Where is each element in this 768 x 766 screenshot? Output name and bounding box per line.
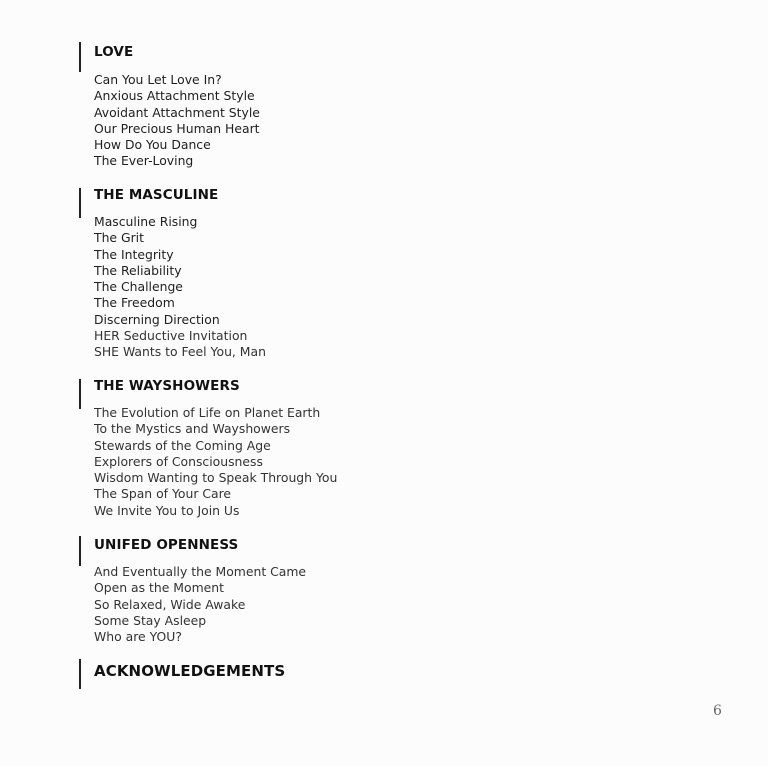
section-bar [79, 379, 81, 409]
section-bar [79, 188, 81, 218]
toc-entry[interactable]: Discerning Direction [94, 311, 220, 327]
section-item-list [94, 214, 266, 361]
section-heading: UNIFED OPENNESS [94, 537, 239, 553]
section-item-list [94, 405, 337, 519]
toc-entry[interactable]: The Ever-Loving [94, 153, 194, 169]
section-bar [79, 659, 81, 689]
section-bar [79, 536, 81, 566]
toc-entry[interactable]: To the Mystics and Wayshowers [94, 421, 291, 437]
section-heading[interactable]: ACKNOWLEDGEMENTS [94, 662, 286, 680]
toc-entry[interactable]: The Freedom [94, 295, 175, 311]
section-item-list [94, 72, 260, 170]
toc-entry[interactable]: We Invite You to Join Us [94, 502, 240, 518]
toc-entry[interactable]: Avoidant Attachment Style [94, 104, 260, 120]
toc-entry[interactable]: Explorers of Consciousness [94, 453, 263, 469]
section-heading: THE MASCULINE [94, 187, 219, 203]
toc-entry[interactable]: Open as the Moment [94, 580, 224, 596]
toc-entry[interactable]: Some Stay Asleep [94, 612, 207, 628]
toc-entry[interactable]: Anxious Attachment Style [94, 88, 255, 104]
page-number: 6 [713, 703, 722, 719]
toc-entry[interactable]: Stewards of the Coming Age [94, 437, 271, 453]
toc-entry[interactable]: The Reliability [94, 262, 182, 278]
toc-entry[interactable]: Can You Let Love In? [94, 72, 222, 87]
toc-entry[interactable]: The Grit [94, 230, 144, 246]
toc-entry[interactable]: SHE Wants to Feel You, Man [94, 344, 266, 360]
toc-entry[interactable]: Wisdom Wanting to Speak Through You [94, 470, 338, 486]
section-heading: THE WAYSHOWERS [94, 378, 240, 394]
toc-entry[interactable]: The Evolution of Life on Planet Earth [94, 405, 321, 420]
toc-entry[interactable]: Our Precious Human Heart [94, 120, 260, 136]
toc-entry[interactable]: HER Seductive Invitation [94, 328, 248, 344]
toc-entry[interactable]: The Span of Your Care [94, 486, 232, 502]
toc-entry[interactable]: Masculine Rising [94, 214, 198, 229]
section-heading: LOVE [94, 44, 134, 60]
toc-entry[interactable]: How Do You Dance [94, 137, 211, 153]
toc-entry[interactable]: So Relaxed, Wide Awake [94, 596, 246, 612]
toc-entry[interactable]: Who are YOU? [94, 629, 182, 645]
toc-entry[interactable]: The Challenge [94, 279, 183, 295]
toc-entry[interactable]: The Integrity [94, 246, 174, 262]
section-item-list [94, 564, 306, 645]
section-bar [79, 42, 81, 72]
toc-entry[interactable]: And Eventually the Moment Came [94, 564, 307, 579]
